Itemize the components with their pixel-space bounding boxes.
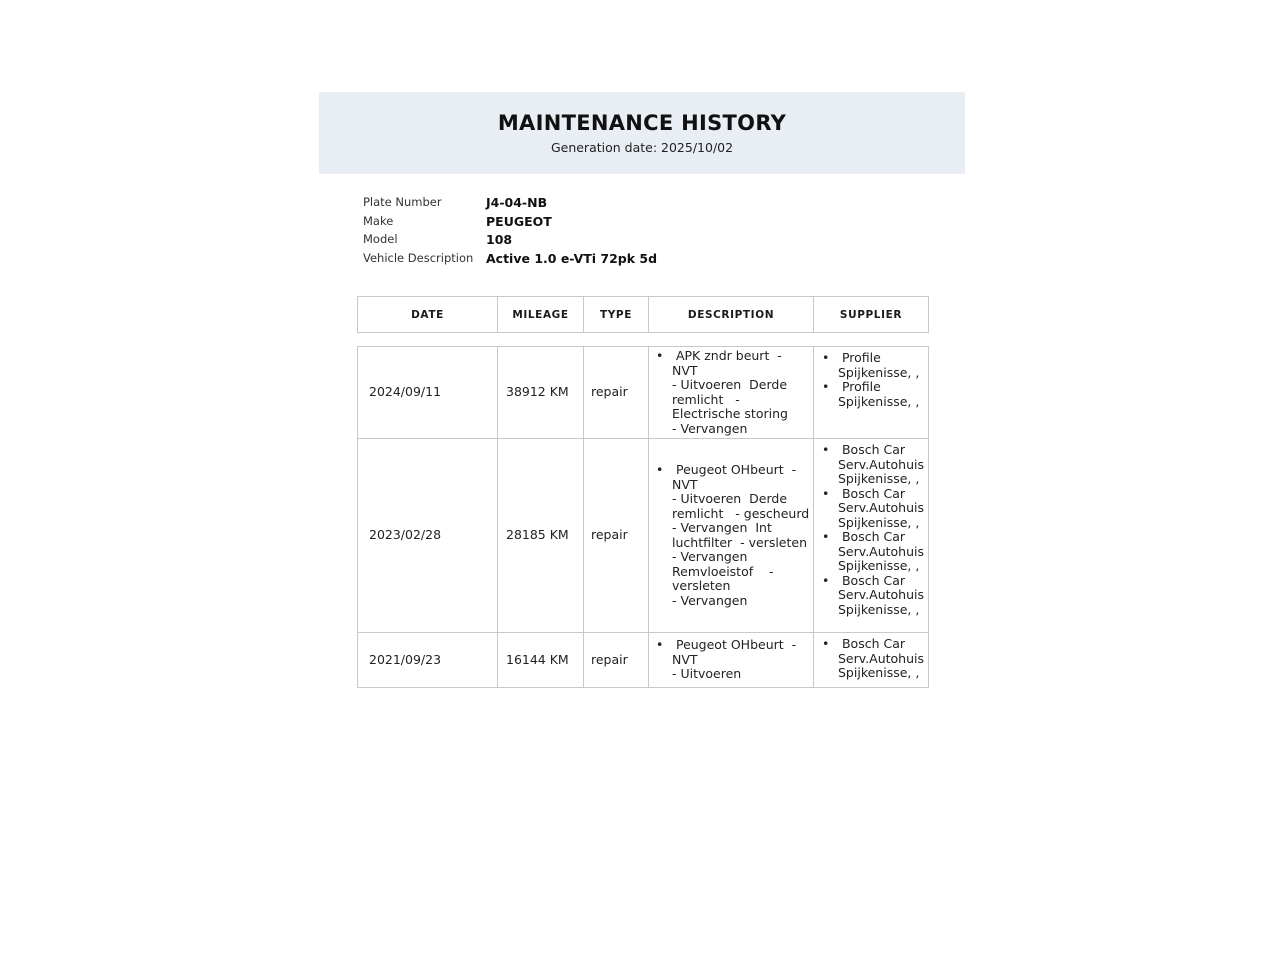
bullet-icon: •: [822, 636, 830, 651]
date-cell: 2024/09/11: [358, 347, 498, 439]
list-item: [821, 574, 927, 618]
report-title: MAINTENANCE HISTORY: [497, 111, 787, 135]
generation-date: Generation date: 2025/10/02: [550, 140, 734, 155]
list-item: [821, 351, 927, 380]
item-text: Profile Spijkenisse, ,: [838, 350, 920, 380]
field-label-plate-number: Plate Number: [363, 195, 442, 209]
item-text: Bosch Car Serv.Autohuis Spijkenisse, ,: [838, 485, 925, 530]
bullet-icon: •: [822, 442, 830, 457]
table-header-row: [358, 297, 929, 333]
bullet-icon: •: [822, 485, 830, 501]
supplier-cell: [814, 347, 929, 439]
mileage-cell: 16144 KM: [498, 633, 584, 688]
bullet-icon: •: [822, 529, 830, 544]
bullet-icon: •: [656, 637, 664, 653]
supplier-cell: [814, 633, 929, 688]
list-item: [821, 380, 927, 409]
field-label-make: Make: [363, 213, 394, 228]
list-item: [821, 637, 927, 681]
column-header-date: DATE: [358, 297, 498, 333]
type-cell: repair: [584, 633, 649, 688]
field-value-plate-number: J4-04-NB: [486, 195, 548, 210]
list-item: [655, 638, 812, 682]
list-item: [821, 443, 927, 487]
type-cell: repair: [584, 347, 649, 439]
item-text: Peugeot OHbeurt - NVT - Uitvoeren: [672, 637, 797, 682]
item-text: Bosch Car Serv.Autohuis Spijkenisse, ,: [838, 442, 925, 486]
mileage-cell: 38912 KM: [498, 347, 584, 439]
item-text: Bosch Car Serv.Autohuis Spijkenisse, ,: [838, 572, 925, 617]
item-text: Profile Spijkenisse, ,: [838, 379, 920, 409]
column-header-description: DESCRIPTION: [649, 297, 814, 333]
list-item: [821, 530, 927, 574]
date-cell: 2023/02/28: [358, 439, 498, 633]
maintenance-row: [358, 347, 929, 439]
maintenance-row: [358, 633, 929, 688]
description-cell: [649, 439, 814, 633]
item-text: Peugeot OHbeurt - NVT - Uitvoeren Derde remlicht - gescheurd - Vervangen Int luchtfilter - versleten - Vervangen Remvloeistof - versleten - Vervangen: [672, 462, 810, 608]
maintenance-row: [358, 439, 929, 633]
maintenance-table: [357, 346, 929, 688]
type-cell: repair: [584, 439, 649, 633]
list-item: [821, 487, 927, 531]
item-text: APK zndr beurt - NVT - Uitvoeren Derde remlicht - Electrische storing - Vervangen: [672, 348, 788, 436]
item-text: Bosch Car Serv.Autohuis Spijkenisse, ,: [838, 636, 925, 680]
item-text: Bosch Car Serv.Autohuis Spijkenisse, ,: [838, 529, 925, 573]
description-cell: [649, 633, 814, 688]
bullet-icon: •: [656, 348, 664, 363]
list-item: [655, 463, 812, 608]
date-cell: 2021/09/23: [358, 633, 498, 688]
description-cell: [649, 347, 814, 439]
supplier-cell: [814, 439, 929, 633]
report-header: [319, 92, 965, 174]
bullet-icon: •: [656, 462, 664, 477]
bullet-icon: •: [822, 379, 830, 394]
column-header-type: TYPE: [584, 297, 649, 333]
field-value-make: PEUGEOT: [486, 213, 552, 229]
table-header: [357, 296, 929, 333]
list-item: [655, 349, 812, 436]
mileage-cell: 28185 KM: [498, 439, 584, 633]
column-header-supplier: SUPPLIER: [814, 297, 929, 333]
bullet-icon: •: [822, 572, 830, 588]
field-value-model: 108: [486, 232, 513, 247]
column-header-mileage: MILEAGE: [498, 297, 584, 333]
vehicle-info: [363, 196, 657, 265]
field-label-model: Model: [363, 232, 398, 246]
field-label-vehicle-description: Vehicle Description: [363, 250, 474, 265]
field-value-vehicle-description: Active 1.0 e-VTi 72pk 5d: [486, 250, 658, 266]
bullet-icon: •: [822, 350, 830, 365]
